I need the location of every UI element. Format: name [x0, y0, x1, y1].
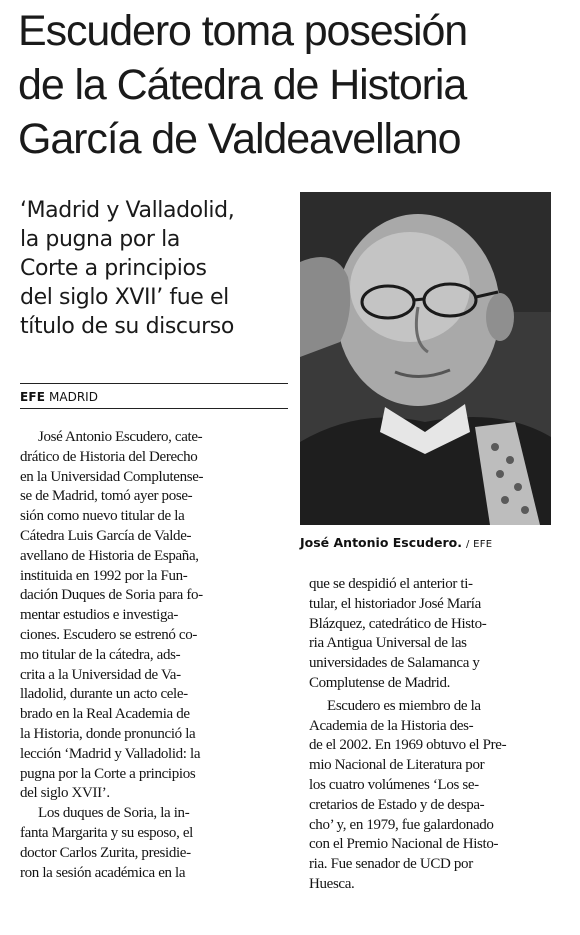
body-line: ciones. Escudero se estrenó co-	[20, 626, 197, 643]
body-line: mo titular de la cátedra, ads-	[20, 646, 181, 663]
subheadline-line: Corte a principios	[20, 256, 207, 281]
body-line: que se despidió el anterior ti-	[309, 576, 473, 592]
body-line: instituida en 1992 por la Fun-	[20, 567, 188, 584]
headline-line: García de Valdeavellano	[18, 115, 461, 163]
byline	[20, 389, 288, 405]
body-line: fanta Margarita y su esposo, el	[20, 824, 193, 841]
body-line: Cátedra Luis García de Valde-	[20, 527, 192, 544]
body-line: cho’ y, en 1979, fue galardonado	[309, 816, 494, 833]
article-column-1	[20, 428, 292, 883]
body-line: pugna por la Corte a principios	[20, 765, 196, 782]
body-line: cretarios de Estado y de despa-	[309, 796, 485, 813]
body-line: se de Madrid, tomó ayer pose-	[20, 488, 193, 505]
body-line: ria. Fue senador de UCD por	[309, 856, 473, 873]
byline-top-rule	[20, 383, 288, 384]
body-line: drático de Historia del Derecho	[20, 448, 198, 465]
subheadline-line: la pugna por la	[20, 227, 180, 252]
body-line: de el 2002. En 1969 obtuvo el Pre-	[309, 737, 507, 754]
body-line: Huesca.	[309, 875, 355, 892]
body-line: tular, el historiador José María	[309, 595, 481, 612]
subheadline-line: ‘Madrid y Valladolid,	[20, 198, 235, 223]
headline-line: Escudero toma posesión	[18, 7, 468, 55]
subheadline-line: título de su discurso	[20, 314, 234, 339]
byline-place: MADRID	[49, 390, 98, 404]
body-line: ria Antigua Universal de las	[309, 635, 467, 652]
headline	[18, 4, 568, 166]
body-line: en la Universidad Complutense-	[20, 468, 204, 485]
headline-line: de la Cátedra de Historia	[18, 61, 467, 109]
body-line: los cuatro volúmenes ‘Los se-	[309, 776, 479, 793]
body-line: dación Duques de Soria para fo-	[20, 587, 203, 604]
body-line: Academia de la Historia des-	[309, 717, 474, 734]
body-line: lladolid, durante un acto cele-	[20, 686, 188, 703]
caption-name: José Antonio Escudero.	[300, 535, 462, 550]
body-line: avellano de Historia de España,	[20, 547, 199, 564]
byline-agency: EFE	[20, 390, 46, 404]
portrait-photo-icon	[300, 192, 551, 525]
body-line: brado en la Real Academia de	[20, 706, 190, 723]
body-line: doctor Carlos Zurita, presidie-	[20, 844, 191, 861]
body-line: Complutense de Madrid.	[309, 674, 451, 691]
subheadline	[20, 196, 290, 341]
body-line: lección ‘Madrid y Valladolid: la	[20, 745, 201, 762]
body-line: del siglo XVII’.	[20, 785, 110, 802]
body-line: ron la sesión académica en la	[20, 864, 186, 881]
body-line: universidades de Salamanca y	[309, 655, 480, 672]
byline-bottom-rule	[20, 408, 288, 409]
portrait-photo	[300, 192, 551, 525]
caption-credit: / EFE	[465, 539, 493, 550]
photo-caption	[300, 535, 560, 553]
body-line: Escudero es miembro de la	[327, 697, 481, 714]
body-line: mentar estudios e investiga-	[20, 607, 179, 624]
body-line: Los duques de Soria, la in-	[38, 805, 190, 822]
body-line: la Historia, donde pronunció la	[20, 725, 196, 742]
body-line: mio Nacional de Literatura por	[309, 757, 485, 774]
article-column-2	[309, 575, 571, 895]
subheadline-line: del siglo XVII’ fue el	[20, 285, 229, 310]
body-line: con el Premio Nacional de Histo-	[309, 836, 499, 853]
body-line: crita a la Universidad de Va-	[20, 666, 181, 683]
body-line: sión como nuevo titular de la	[20, 508, 185, 525]
body-line: Blázquez, catedrático de Histo-	[309, 615, 487, 632]
body-line: José Antonio Escudero, cate-	[38, 429, 203, 445]
